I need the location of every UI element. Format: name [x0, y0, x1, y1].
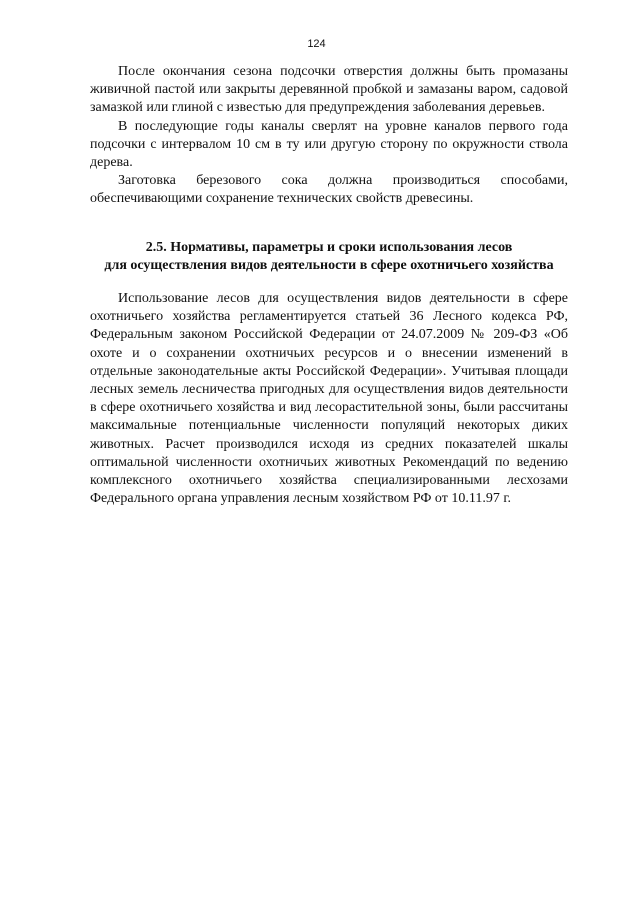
paragraph: В последующие годы каналы сверлят на уровне каналов первого года подсочки с интервалом 10 см в ту или другую сторону по окружности ствола дерева.	[90, 118, 568, 171]
page-number: 124	[307, 38, 326, 50]
paragraph: Заготовка березового сока должна производиться способами, обеспечивающими сохранение технических свойств древесины.	[90, 173, 568, 207]
top-text-block	[90, 63, 568, 209]
paragraph: Использование лесов для осуществления видов деятельности в сфере охотничьего хозяйства регламентируется статьей 36 Лесного кодекса РФ, Федеральным законом Российской Федерации от 24.07.2009 № 209-ФЗ «Об охоте и о сохранении охотничьих ресурсов и о внесении изменений в отдельные законодательные акты Российской Федерации». Учитывая площади лесных земель лесничества пригодных для осуществления видов деятельности в сфере охотничьего хозяйства и вид лесорастительной зоны, были рассчитаны максимальные потенциальные численности популяций некоторых диких животных. Расчет производился исходя из средних показателей шкалы оптимальной численности охотничьих животных Рекомендаций по ведению комплексного охотничьего хозяйства специализированными лесхозами Федерального органа управления лесным хозяйством РФ от 10.11.97 г.	[90, 291, 568, 507]
section-heading	[60, 239, 598, 275]
section-heading-line: 2.5. Нормативы, параметры и сроки использования лесов	[145, 240, 513, 255]
section-heading-line: для осуществления видов деятельности в сфере охотничьего хозяйства	[104, 258, 554, 274]
paragraph: После окончания сезона подсочки отверстия должны быть промазаны живичной пастой или закрыты деревянной пробкой и замазаны варом, садовой замазкой или глиной с известью для предупреждения заболевания деревьев.	[90, 64, 568, 116]
main-text-block	[90, 290, 568, 508]
